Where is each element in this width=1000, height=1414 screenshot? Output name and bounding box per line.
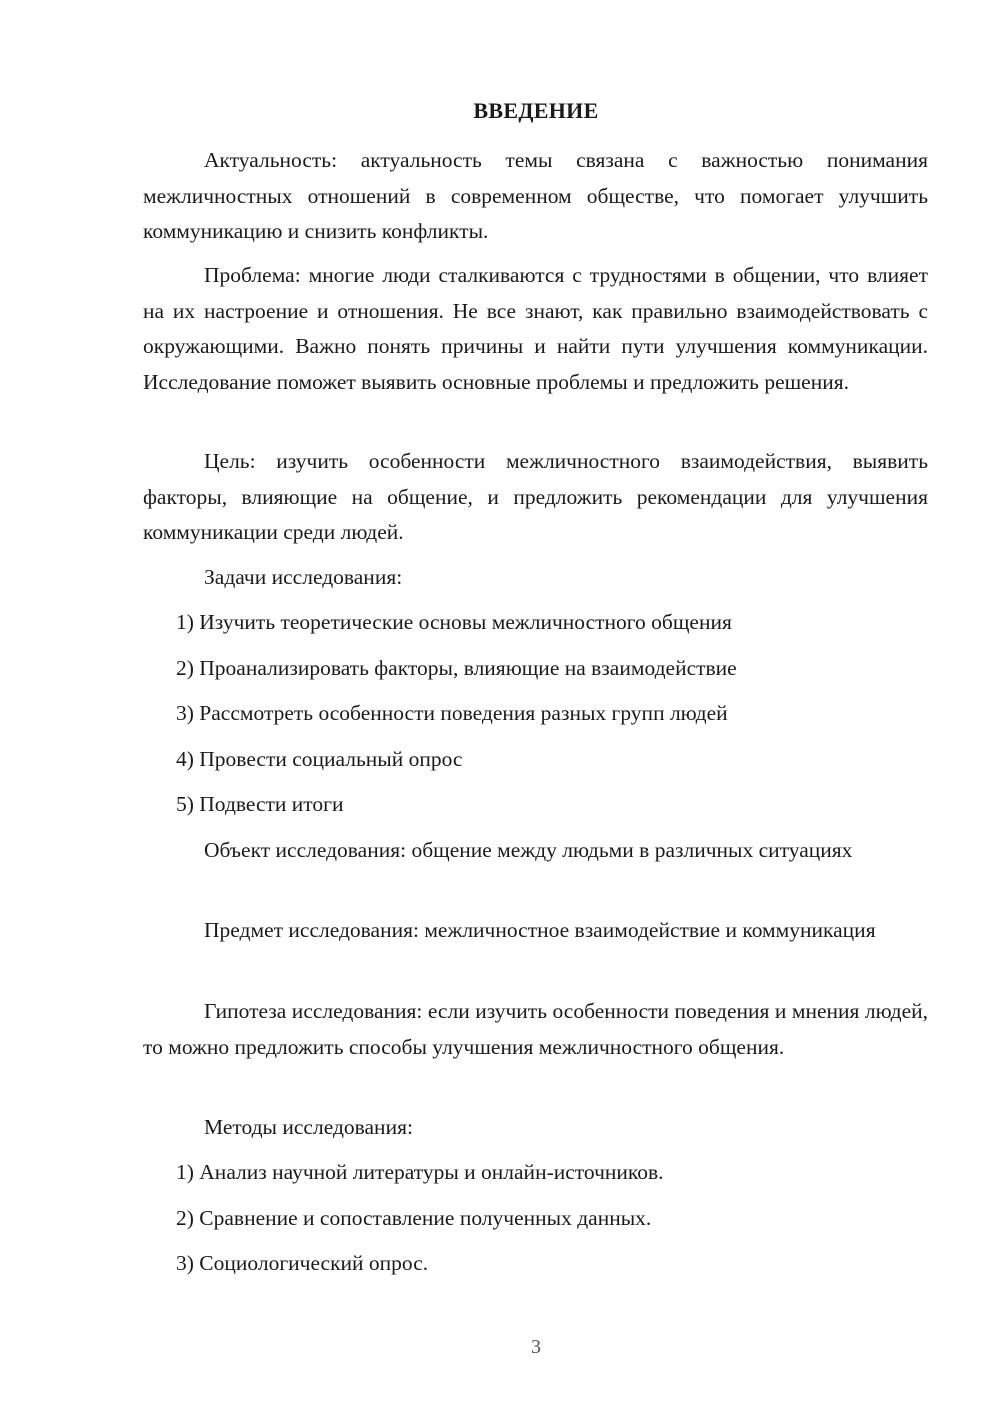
task-item: 5) Подвести итоги [176,792,344,816]
page-number: 3 [531,1336,541,1358]
subject-paragraph: Предмет исследования: межличностное взаимодействие и коммуникация [204,918,876,942]
page-title: ВВЕДЕНИЕ [473,98,599,123]
problem-paragraph: Проблема: многие люди сталкиваются с трудностями в общении, что влияет на их настроение и отношения. Не все знают, как правильно взаимодействовать с окружающими. Важно понять причины и найти пути улучшения коммуникации. Исследование поможет выявить основные проблемы и предложить решения. [143,263,928,394]
relevance-paragraph: Актуальность: актуальность темы связана с важностью понимания межличностных отношений в современном обществе, что помогает улучшить коммуникацию и снизить конфликты. [143,148,928,243]
task-item: 1) Изучить теоретические основы межличностного общения [176,610,732,634]
method-item: 3) Социологический опрос. [176,1251,429,1275]
methods-heading: Методы исследования: [204,1115,413,1139]
object-paragraph: Объект исследования: общение между людьми в различных ситуациях [204,838,853,862]
goal-paragraph: Цель: изучить особенности межличностного взаимодействия, выявить факторы, влияющие на общение, и предложить рекомендации для улучшения коммуникации среди людей. [143,449,928,544]
tasks-heading: Задачи исследования: [204,565,403,589]
hypothesis-paragraph: Гипотеза исследования: если изучить особенности поведения и мнения людей, то можно предложить способы улучшения межличностного общения. [143,999,928,1059]
task-item: 4) Провести социальный опрос [176,747,463,771]
method-item: 1) Анализ научной литературы и онлайн-источников. [176,1160,664,1184]
task-item: 2) Проанализировать факторы, влияющие на взаимодействие [176,656,737,680]
task-item: 3) Рассмотреть особенности поведения разных групп людей [176,701,728,725]
method-item: 2) Сравнение и сопоставление полученных данных. [176,1206,652,1230]
